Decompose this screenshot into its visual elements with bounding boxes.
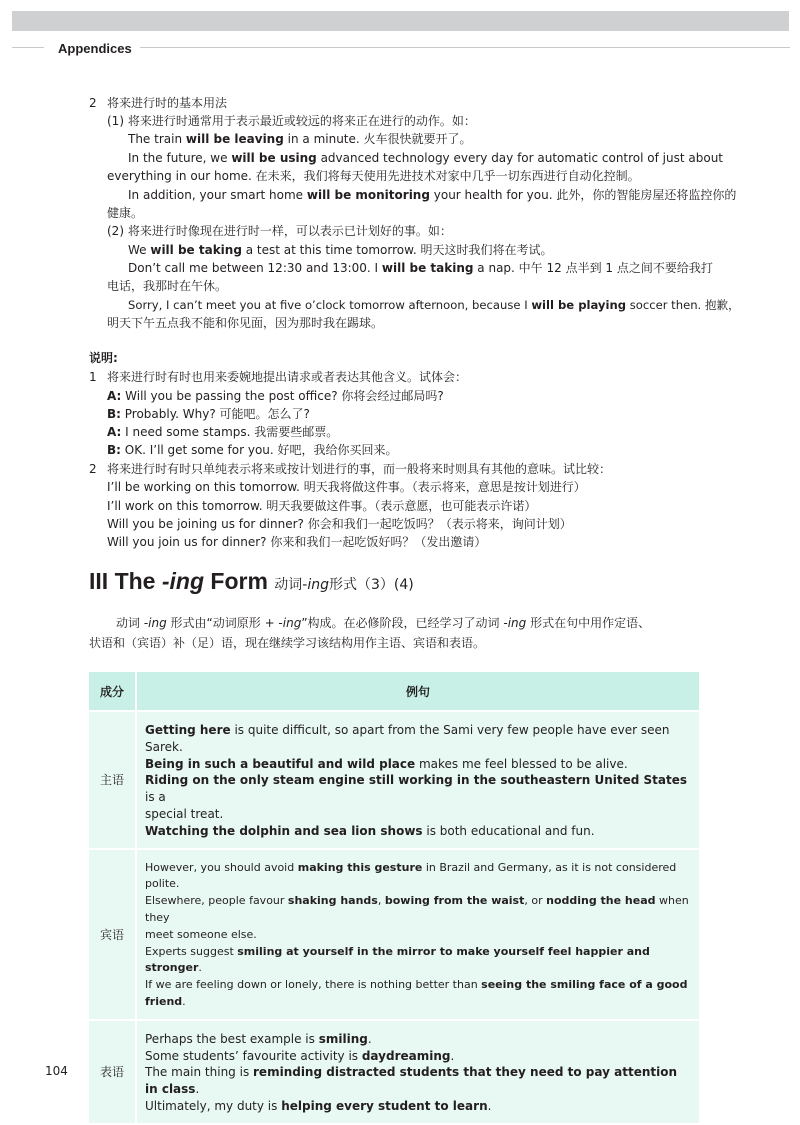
- notes-title: 说明:: [89, 351, 118, 365]
- dialogue-line: A: Will you be passing the post office? 你将会经过邮局吗?: [107, 389, 444, 403]
- compare-line: I’ll work on this tomorrow. 明天我要做这件事。（表示意愿，也可能表示许诺）: [107, 499, 537, 513]
- example-sentence: Perhaps the best example is smiling.: [145, 1031, 372, 1046]
- usage-sub1: (1) 将来进行时通常用于表示最近或较远的将来正在进行的动作。如：: [107, 114, 476, 128]
- example-line: In the future, we will be using advanced technology every day for automatic control of just about: [128, 151, 724, 165]
- table-row: [89, 1021, 699, 1125]
- example-line: We will be taking a test at this time tomorrow. 明天这时我们将在考试。: [128, 243, 553, 257]
- header-rule-right: [140, 47, 790, 48]
- section-intro: 动词 -ing 形式由“动词原形 + -ing”构成。在必修阶段，已经学习了动词 -ing 形式在句中用作定语、: [116, 616, 651, 630]
- example-line: The train will be leaving in a minute. 火车很快就要开了。: [128, 132, 472, 146]
- role-cell: 宾语: [89, 850, 137, 1021]
- example-sentence: If we are feeling down or lonely, there is nothing better than seeing the smiling face of a good friend.: [145, 978, 688, 1008]
- table-header-row: [89, 672, 699, 712]
- note-2: 2 将来进行时有时只单纯表示将来或按计划进行的事，而一般将来时则具有其他的意味。试比较：: [89, 462, 612, 476]
- ing-form-table: [89, 672, 699, 1125]
- page-number: 104: [45, 1064, 68, 1078]
- example-sentence: Being in such a beautiful and wild place makes me feel blessed to be alive.: [145, 756, 628, 771]
- compare-line: Will you join us for dinner? 你来和我们一起吃饭好吗？（发出邀请）: [107, 535, 487, 549]
- example-line: Don’t call me between 12:30 and 13:00. I will be taking a nap. 中午 12 点半到 1 点之间不要给我打: [128, 261, 713, 275]
- example-line: Sorry, I can’t meet you at five o’clock tomorrow afternoon, because I will be playing soccer then. 抱歉，: [128, 298, 740, 312]
- example-line: In addition, your smart home will be monitoring your health for you. 此外，你的智能房屋还将监控你的: [128, 188, 737, 202]
- running-header: Appendices: [58, 41, 132, 56]
- example-sentence: Riding on the only steam engine still working in the southeastern United States is a: [145, 773, 687, 805]
- usage-heading: 2 将来进行时的基本用法: [89, 96, 228, 110]
- top-bar: [12, 11, 789, 31]
- example-sentence: special treat.: [145, 806, 224, 821]
- example-sentence: Experts suggest smiling at yourself in the mirror to make yourself feel happier and stronger.: [145, 944, 650, 975]
- header-rule-left: [12, 47, 44, 48]
- example-sentence: Elsewhere, people favour shaking hands, bowing from the waist, or nodding the head when they: [145, 894, 689, 924]
- example-line: 电话，我那时在午休。: [107, 279, 228, 293]
- dialogue-line: A: I need some stamps. 我需要些邮票。: [107, 425, 339, 439]
- examples-cell: [137, 1021, 699, 1125]
- example-sentence: Getting here is quite difficult, so apart from the Sami very few people have ever seen Sarek.: [145, 723, 670, 754]
- examples-cell: [137, 712, 699, 850]
- example-sentence: Ultimately, my duty is helping every student to learn.: [145, 1098, 492, 1113]
- example-sentence: Watching the dolphin and sea lion shows is both educational and fun.: [145, 823, 595, 838]
- note-1: 1 将来进行时有时也用来委婉地提出请求或者表达其他含义。试体会：: [89, 370, 468, 384]
- dialogue-line: B: OK. I’ll get some for you. 好吧，我给你买回来。: [107, 443, 398, 457]
- column-header-examples: 例句: [137, 672, 699, 712]
- example-line: 明天下午五点我不能和你见面，因为那时我在踢球。: [107, 316, 384, 330]
- column-header-role: 成分: [89, 672, 137, 712]
- example-sentence: meet someone else.: [145, 927, 257, 941]
- compare-line: I’ll be working on this tomorrow. 明天我将做这件事。（表示将来，意思是按计划进行）: [107, 480, 586, 494]
- role-cell: 主语: [89, 712, 137, 850]
- example-line: 健康。: [107, 206, 144, 220]
- example-sentence: Some students’ favourite activity is daydreaming.: [145, 1048, 455, 1063]
- dialogue-line: B: Probably. Why? 可能吧。怎么了?: [107, 407, 310, 421]
- section-intro: 状语和（宾语）补（足）语，现在继续学习该结构用作主语、宾语和表语。: [89, 636, 486, 650]
- usage-sub2: (2) 将来进行时像现在进行时一样，可以表示已计划好的事。如：: [107, 224, 452, 238]
- example-sentence: However, you should avoid making this gesture in Brazil and Germany, as it is not considered polite.: [145, 860, 677, 891]
- compare-line: Will you be joining us for dinner? 你会和我们一起吃饭吗？（表示将来，询问计划）: [107, 517, 572, 531]
- table-row: [89, 850, 699, 1021]
- section-title: III The -ing Form 动词-ing形式（3）(4): [89, 568, 414, 594]
- example-line: everything in our home. 在未来，我们将每天使用先进技术对家中几乎一切东西进行自动化控制。: [107, 169, 640, 183]
- role-cell: 表语: [89, 1021, 137, 1125]
- example-sentence: The main thing is reminding distracted students that they need to pay attention in class.: [145, 1065, 678, 1097]
- examples-cell: [137, 850, 699, 1021]
- table-row: [89, 712, 699, 850]
